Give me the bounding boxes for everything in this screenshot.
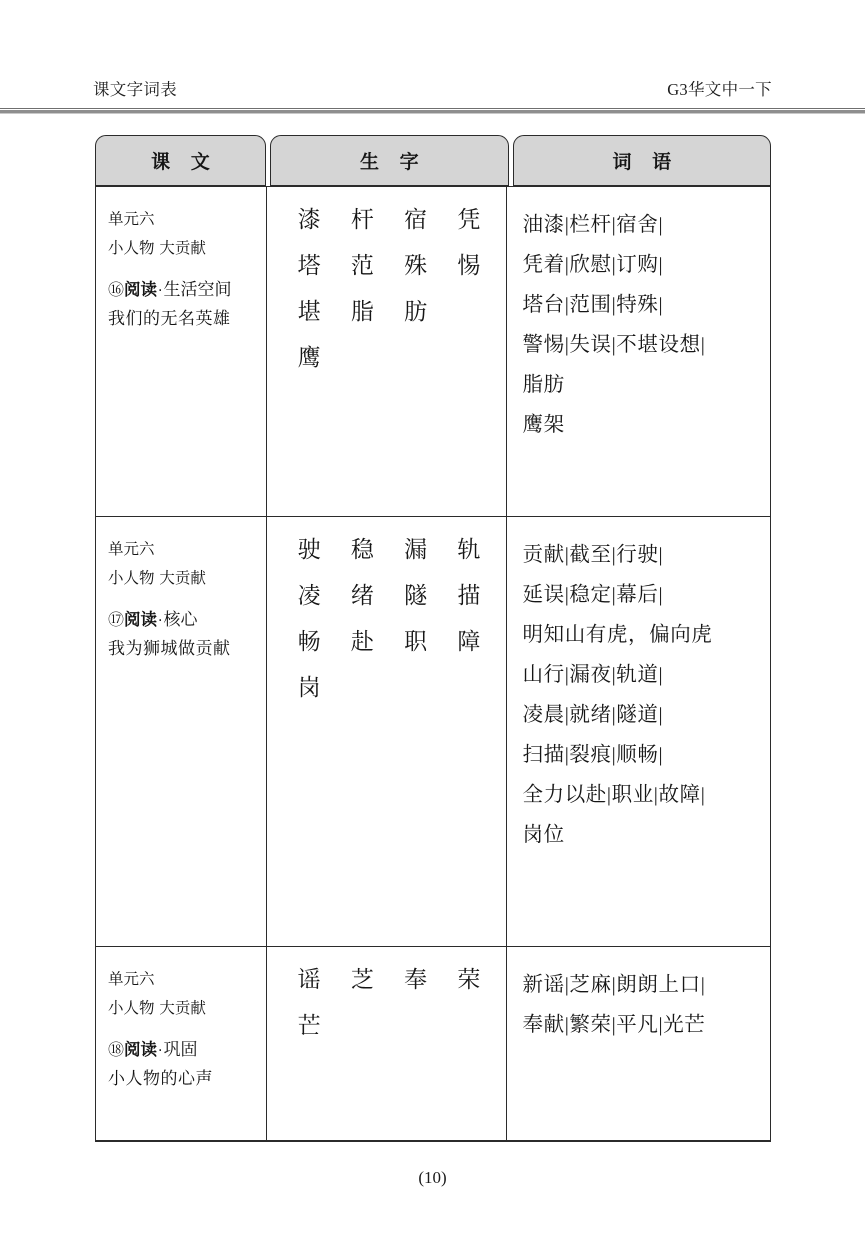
character: 芒 — [297, 1013, 321, 1038]
course-title: 我们的无名英雄 — [108, 309, 231, 328]
vocabulary-line: 凌晨|就绪|隧道| — [522, 704, 664, 726]
spacer — [108, 1023, 262, 1036]
vocabulary-line: 油漆|栏杆|宿舍| — [522, 214, 664, 236]
course-lesson-line — [108, 276, 262, 305]
table-body — [95, 186, 771, 1142]
character: 奉 — [404, 967, 428, 992]
vocabulary-table — [95, 135, 771, 1142]
course-unit: 单元六 — [108, 970, 155, 988]
lesson-number: ⑰ — [108, 610, 125, 629]
character: 隧 — [404, 583, 428, 608]
character: 谣 — [297, 967, 321, 992]
cell-new-characters — [267, 517, 507, 946]
character: 脂 — [350, 299, 374, 324]
character: 描 — [457, 583, 481, 608]
header-left-title: 课文字词表 — [93, 80, 177, 100]
vocabulary-line: 塔台|范围|特殊| — [522, 294, 664, 316]
header-divider — [0, 110, 865, 113]
character: 鹰 — [297, 345, 321, 370]
character: 障 — [457, 629, 481, 654]
table-row — [96, 187, 770, 517]
character: 塔 — [297, 253, 321, 278]
character: 殊 — [404, 253, 428, 278]
table-row — [96, 947, 770, 1140]
character: 岗 — [297, 675, 321, 700]
lesson-number: ⑯ — [108, 280, 125, 299]
lesson-topic: 生活空间 — [163, 280, 232, 299]
lesson-number: ⑱ — [108, 1040, 125, 1059]
cell-course — [96, 187, 267, 516]
header-divider-thin — [0, 108, 865, 109]
page-header — [93, 66, 772, 100]
column-header-new-characters: 生 字 — [270, 135, 509, 186]
course-lesson-line — [108, 606, 262, 635]
character: 凌 — [297, 583, 321, 608]
character: 宿 — [404, 207, 428, 232]
character: 肪 — [404, 299, 428, 324]
vocabulary-line: 奉献|繁荣|平凡|光芒 — [522, 1014, 706, 1036]
cell-vocabulary — [507, 947, 769, 1140]
vocabulary-line: 新谣|芝麻|朗朗上口| — [522, 974, 706, 996]
vocabulary-line: 全力以赴|职业|故障| — [522, 784, 706, 806]
table-row — [96, 517, 770, 947]
course-unit: 单元六 — [108, 540, 155, 558]
course-theme: 小人物 大贡献 — [108, 569, 206, 587]
character: 驶 — [297, 537, 321, 562]
lesson-separator: · — [158, 1043, 163, 1059]
lesson-kind: 阅读 — [124, 280, 158, 299]
cell-course — [96, 947, 267, 1140]
cell-vocabulary — [507, 517, 769, 946]
character: 荣 — [457, 967, 481, 992]
character: 范 — [350, 253, 374, 278]
character-grid — [283, 205, 496, 373]
page-number: (10) — [418, 1168, 447, 1187]
course-theme: 小人物 大贡献 — [108, 239, 206, 257]
character: 赴 — [350, 629, 374, 654]
lesson-separator: · — [158, 283, 163, 299]
column-header-vocabulary: 词 语 — [513, 135, 771, 186]
character: 漏 — [404, 537, 428, 562]
lesson-topic: 巩固 — [163, 1040, 198, 1059]
vocabulary-line: 岗位 — [522, 824, 565, 846]
character: 堪 — [297, 299, 321, 324]
vocabulary-line: 明知山有虎，偏向虎 — [522, 624, 713, 646]
cell-vocabulary — [507, 187, 769, 516]
course-lesson-line — [108, 1036, 262, 1065]
course-title: 小人物的心声 — [108, 1069, 213, 1088]
table-header-row — [95, 135, 771, 186]
vocabulary-line: 脂肪 — [522, 374, 565, 396]
vocabulary-line: 延误|稳定|幕后| — [522, 584, 664, 606]
character-grid — [283, 965, 496, 1041]
header-right-title: G3华文中一下 — [667, 80, 772, 100]
character-grid — [283, 535, 496, 703]
column-header-course: 课 文 — [95, 135, 266, 186]
character: 畅 — [297, 629, 321, 654]
course-title: 我为狮城做贡献 — [108, 639, 231, 658]
character: 芝 — [350, 967, 374, 992]
lesson-separator: · — [158, 613, 163, 629]
character: 惕 — [457, 253, 481, 278]
character: 杆 — [350, 207, 374, 232]
character: 漆 — [297, 207, 321, 232]
character: 稳 — [350, 537, 374, 562]
cell-course — [96, 517, 267, 946]
lesson-kind: 阅读 — [124, 610, 158, 629]
spacer — [108, 263, 262, 276]
cell-new-characters — [267, 947, 507, 1140]
course-unit: 单元六 — [108, 210, 155, 228]
character: 凭 — [457, 207, 481, 232]
cell-new-characters — [267, 187, 507, 516]
spacer — [108, 593, 262, 606]
lesson-kind: 阅读 — [124, 1040, 158, 1059]
vocabulary-line: 山行|漏夜|轨道| — [522, 664, 664, 686]
vocabulary-line: 扫描|裂痕|顺畅| — [522, 744, 664, 766]
character: 绪 — [350, 583, 374, 608]
vocabulary-line: 警惕|失误|不堪设想| — [522, 334, 706, 356]
vocabulary-line: 凭着|欣慰|订购| — [522, 254, 664, 276]
character: 职 — [404, 629, 428, 654]
course-theme: 小人物 大贡献 — [108, 999, 206, 1017]
character: 轨 — [457, 537, 481, 562]
vocabulary-line: 鹰架 — [522, 414, 565, 436]
lesson-topic: 核心 — [163, 610, 198, 629]
vocabulary-line: 贡献|截至|行驶| — [522, 544, 664, 566]
